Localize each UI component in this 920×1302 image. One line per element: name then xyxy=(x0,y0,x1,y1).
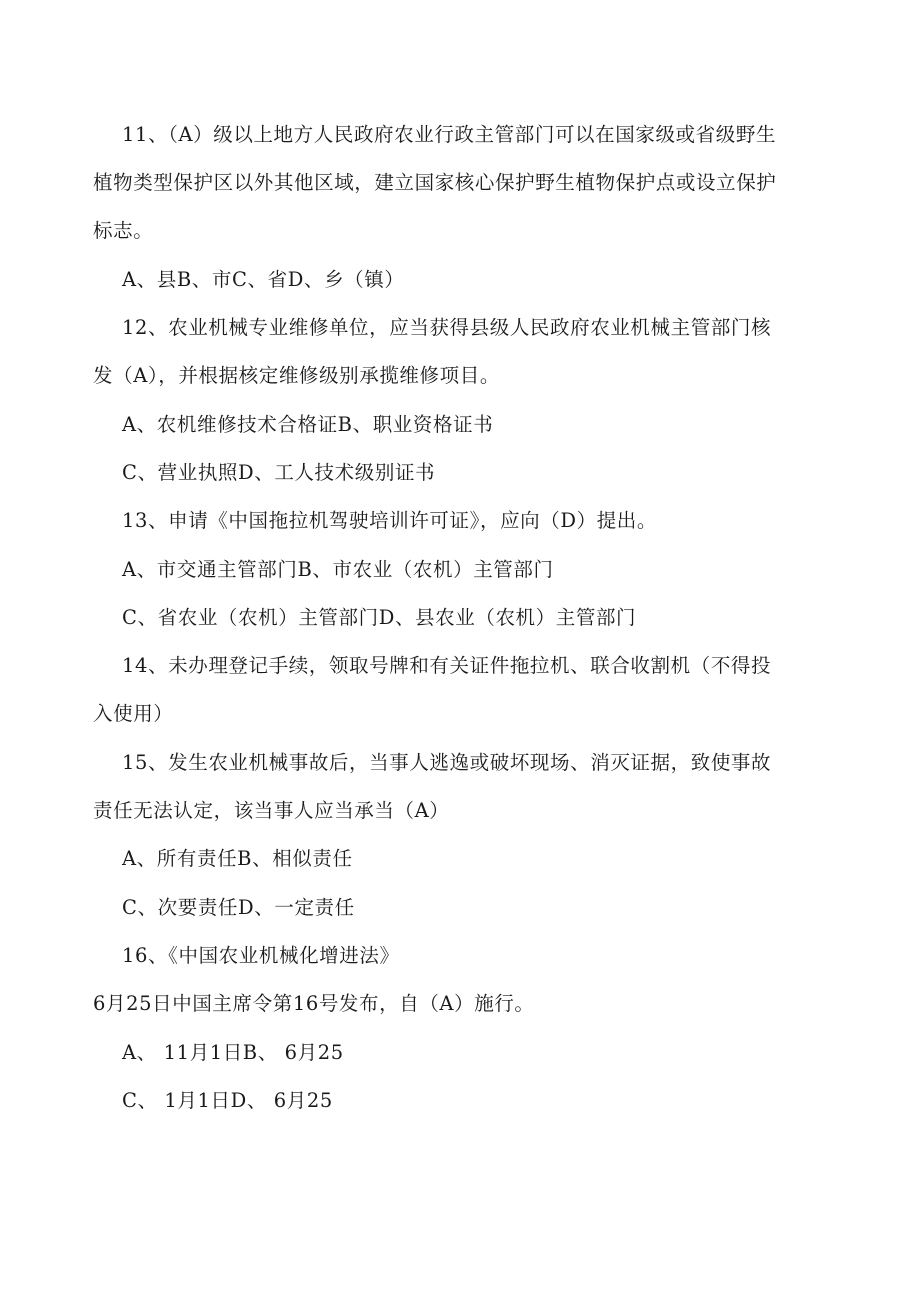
q12-text-line-1: 12、农业机械专业维修单位，应当获得县级人民政府农业机械主管部门核 xyxy=(122,316,772,339)
q11-text-line-1: 11、（A）级以上地方人民政府农业行政主管部门可以在国家级或省级野生 xyxy=(122,123,777,146)
q16-text-line-1: 16、《中国农业机械化增进法》 xyxy=(122,944,400,967)
q15-text-line-2: 责任无法认定，该当事人应当承当（A） xyxy=(93,799,450,822)
q14-text-line-1: 14、未办理登记手续，领取号牌和有关证件拖拉机、联合收割机（不得投 xyxy=(122,654,772,677)
q15-text-line-1: 15、发生农业机械事故后，当事人逃逸或破坏现场、消灭证据，致使事故 xyxy=(122,751,772,774)
q13-options-cd: C、省农业（农机）主管部门D、县农业（农机）主管部门 xyxy=(122,606,637,629)
q16-options-ab: A、 11月1日B、 6月25 xyxy=(122,1041,344,1064)
q13-text: 13、申请《中国拖拉机驾驶培训许可证》，应向（D）提出。 xyxy=(122,509,657,532)
q14-text-line-2: 入使用） xyxy=(93,702,174,725)
q12-options-cd: C、营业执照D、工人技术级别证书 xyxy=(122,461,436,484)
q11-text-line-3: 标志。 xyxy=(93,219,154,242)
q15-options-ab: A、所有责任B、相似责任 xyxy=(122,847,353,870)
q13-options-ab: A、市交通主管部门B、市农业（农机）主管部门 xyxy=(122,558,554,581)
q15-options-cd: C、次要责任D、一定责任 xyxy=(122,896,355,919)
q11-options: A、县B、市C、省D、乡（镇） xyxy=(122,268,405,291)
q11-text-line-2: 植物类型保护区以外其他区域，建立国家核心保护野生植物保护点或设立保护 xyxy=(93,171,777,194)
q16-options-cd: C、 1月1日D、 6月25 xyxy=(122,1089,333,1112)
q12-options-ab: A、农机维修技术合格证B、职业资格证书 xyxy=(122,413,494,436)
q16-text-line-2: 6月25日中国主席令第16号发布，自（A）施行。 xyxy=(93,992,535,1015)
q12-text-line-2: 发（A），并根据核定维修级别承揽维修项目。 xyxy=(93,364,500,387)
